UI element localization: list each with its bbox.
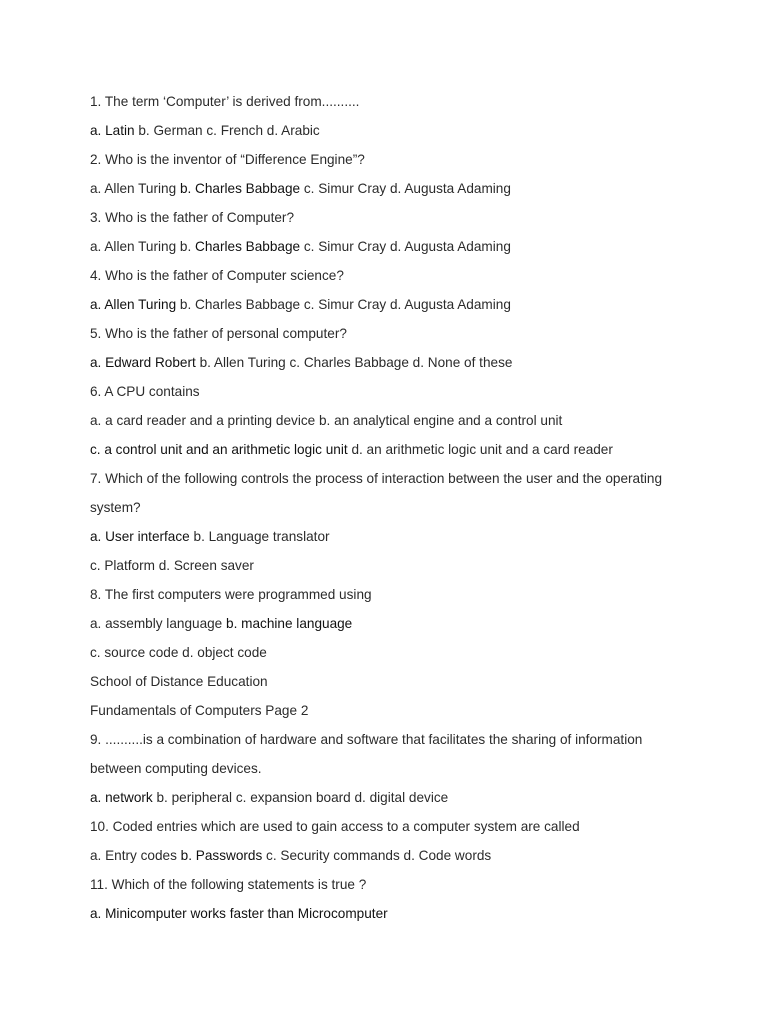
text-line xyxy=(90,469,730,498)
text-segment: 10. Coded entries which are used to gain access to a computer system are called xyxy=(90,819,580,834)
text-line xyxy=(90,121,730,150)
text-line xyxy=(90,672,730,701)
text-line xyxy=(90,730,730,759)
answer-text: c. a control unit and an arithmetic logic unit xyxy=(90,442,348,457)
text-segment: b. German c. French d. Arabic xyxy=(134,123,320,138)
answer-text: a. Allen Turing xyxy=(90,297,177,312)
text-line xyxy=(90,556,730,585)
text-line xyxy=(90,382,730,411)
text-line xyxy=(90,527,730,556)
answer-text: a. Edward Robert xyxy=(90,355,196,370)
text-segment: c. Simur Cray d. Augusta Adaming xyxy=(300,181,511,196)
text-line xyxy=(90,324,730,353)
text-line xyxy=(90,904,730,933)
text-segment: 8. The first computers were programmed using xyxy=(90,587,372,602)
text-line xyxy=(90,150,730,179)
text-segment: 2. Who is the inventor of “Difference Engine”? xyxy=(90,152,365,167)
text-line xyxy=(90,643,730,672)
text-segment: a. assembly language xyxy=(90,616,227,631)
text-line xyxy=(90,585,730,614)
answer-text: b. Passwords xyxy=(180,848,263,863)
text-segment: c. Simur Cray d. Augusta Adaming xyxy=(300,239,511,254)
text-line xyxy=(90,266,730,295)
text-segment: a. a card reader and a printing device b. an analytical engine and a control unit xyxy=(90,413,563,428)
text-segment: b. Charles Babbage c. Simur Cray d. Augusta Adaming xyxy=(176,297,511,312)
document-page xyxy=(90,92,730,933)
text-segment: d. an arithmetic logic unit and a card reader xyxy=(347,442,613,457)
text-segment: 4. Who is the father of Computer science? xyxy=(90,268,344,283)
text-segment: 11. Which of the following statements is true ? xyxy=(90,877,367,892)
text-line xyxy=(90,817,730,846)
text-line xyxy=(90,208,730,237)
text-segment: b. peripheral c. expansion board d. digital device xyxy=(152,790,449,805)
answer-text: a. network xyxy=(90,790,153,805)
text-line xyxy=(90,614,730,643)
text-segment: 9. ..........is a combination of hardware and software that facilitates the sharing of information xyxy=(90,732,643,747)
text-segment: system? xyxy=(90,500,141,515)
answer-text: b. machine language xyxy=(226,616,353,631)
text-segment: 5. Who is the father of personal computer? xyxy=(90,326,347,341)
text-segment: c. Security commands d. Code words xyxy=(262,848,492,863)
text-segment: c. source code d. object code xyxy=(90,645,267,660)
text-line xyxy=(90,92,730,121)
text-line xyxy=(90,237,730,266)
text-segment: Fundamentals of Computers Page 2 xyxy=(90,703,309,718)
text-line xyxy=(90,353,730,382)
text-line xyxy=(90,295,730,324)
answer-text: a. Latin xyxy=(90,123,135,138)
text-segment: b. Allen Turing c. Charles Babbage d. None of these xyxy=(195,355,513,370)
answer-text: Charles Babbage xyxy=(195,239,301,254)
text-segment: c. Platform d. Screen saver xyxy=(90,558,254,573)
text-line xyxy=(90,179,730,208)
text-line xyxy=(90,701,730,730)
text-line xyxy=(90,411,730,440)
text-segment: 3. Who is the father of Computer? xyxy=(90,210,295,225)
text-segment: a. Allen Turing xyxy=(90,181,180,196)
text-line xyxy=(90,846,730,875)
text-segment: 1. The term ‘Computer’ is derived from.......... xyxy=(90,94,360,109)
answer-text: a. User interface xyxy=(90,529,190,544)
text-segment: 7. Which of the following controls the process of interaction between the user and the operating xyxy=(90,471,663,486)
text-line xyxy=(90,440,730,469)
text-line xyxy=(90,788,730,817)
text-line xyxy=(90,498,730,527)
answer-text: b. Charles Babbage xyxy=(179,181,301,196)
text-segment: 6. A CPU contains xyxy=(90,384,200,399)
text-segment: School of Distance Education xyxy=(90,674,268,689)
answer-text: a. Minicomputer works faster than Microcomputer xyxy=(90,906,388,921)
text-segment: b. Language translator xyxy=(189,529,330,544)
text-segment: a. Allen Turing b. xyxy=(90,239,196,254)
text-line xyxy=(90,875,730,904)
text-segment: a. Entry codes xyxy=(90,848,181,863)
text-line xyxy=(90,759,730,788)
text-segment: between computing devices. xyxy=(90,761,262,776)
